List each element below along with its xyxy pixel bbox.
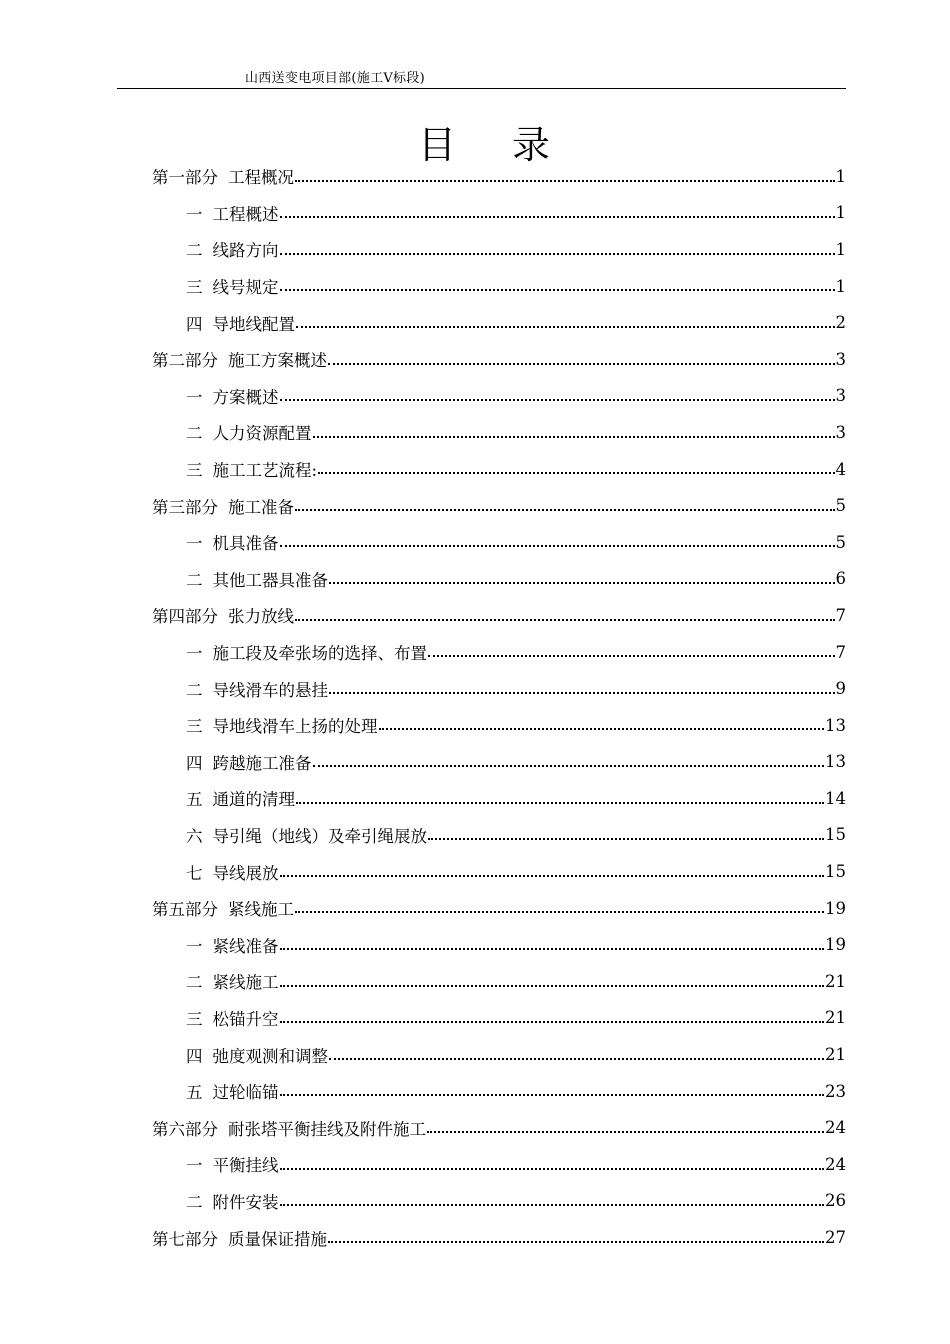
toc-entry-number: 五 (186, 1083, 203, 1103)
toc-entry-label (186, 860, 279, 884)
toc-subsection-entry[interactable] (152, 414, 846, 451)
toc-entry-label (186, 713, 378, 737)
toc-dot-leader (280, 1151, 825, 1170)
toc-entry-label (152, 603, 294, 627)
toc-dot-leader (328, 1224, 824, 1243)
toc-entry-title: 机具准备 (212, 534, 279, 554)
toc-page-number: 21 (825, 1008, 846, 1028)
toc-page-number: 7 (835, 605, 846, 625)
toc-entry-title: 施工工艺流程: (212, 461, 318, 481)
toc-subsection-entry[interactable] (152, 1000, 846, 1037)
toc-entry-label (152, 494, 294, 518)
document-title: 目 录 (417, 123, 573, 167)
toc-dot-leader (280, 858, 825, 877)
toc-entry-number: 第六部分 (152, 1119, 218, 1139)
toc-entry-label (186, 933, 279, 957)
toc-entry-label (186, 1152, 279, 1176)
toc-entry-label (186, 677, 328, 701)
toc-dot-leader (328, 346, 835, 365)
toc-page-number: 15 (825, 862, 846, 882)
toc-entry-title: 人力资源配置 (212, 424, 312, 444)
toc-entry-number: 五 (186, 790, 203, 810)
toc-entry-title: 附件安装 (212, 1192, 279, 1212)
toc-entry-title: 工程概述 (212, 204, 279, 224)
toc-page-number: 3 (835, 386, 846, 406)
toc-subsection-entry[interactable] (152, 378, 846, 415)
toc-entry-number: 第二部分 (152, 351, 218, 371)
toc-entry-number: 一 (186, 534, 203, 554)
toc-entry-title: 张力放线 (228, 607, 294, 627)
toc-entry-title: 导地线滑车上扬的处理 (212, 717, 378, 737)
toc-entry-label (152, 1116, 426, 1140)
toc-page-number: 13 (825, 715, 846, 735)
toc-entry-number: 三 (186, 278, 203, 298)
toc-page-number: 24 (825, 1118, 846, 1138)
toc-entry-number: 二 (186, 241, 203, 261)
toc-entry-label (186, 274, 279, 298)
toc-entry-number: 二 (186, 973, 203, 993)
toc-entry-number: 二 (186, 424, 203, 444)
toc-dot-leader (280, 529, 835, 548)
page-header (117, 64, 846, 89)
toc-entry-number: 一 (186, 1156, 203, 1176)
toc-entry-label (186, 1079, 279, 1103)
table-of-contents (152, 158, 846, 1256)
toc-page-number: 13 (825, 752, 846, 772)
toc-entry-number: 第五部分 (152, 900, 218, 920)
toc-entry-number: 四 (186, 753, 203, 773)
toc-entry-number: 四 (186, 314, 203, 334)
toc-page-number: 6 (835, 569, 846, 589)
toc-entry-title: 导线滑车的悬挂 (212, 680, 328, 700)
toc-dot-leader (280, 932, 825, 951)
toc-dot-leader (318, 456, 834, 475)
toc-entry-title: 导地线配置 (212, 314, 295, 334)
toc-entry-title: 紧线准备 (212, 936, 279, 956)
toc-entry-label (186, 237, 279, 261)
toc-entry-title: 施工准备 (228, 497, 294, 517)
toc-entry-number: 第四部分 (152, 607, 218, 627)
toc-subsection-entry[interactable] (152, 1183, 846, 1220)
toc-dot-leader (329, 566, 835, 585)
toc-entry-title: 弛度观测和调整 (212, 1046, 328, 1066)
toc-entry-label (186, 786, 295, 810)
toc-dot-leader (313, 749, 825, 768)
toc-subsection-entry[interactable] (152, 1036, 846, 1073)
toc-entry-label (186, 530, 279, 554)
toc-entry-number: 一 (186, 936, 203, 956)
toc-dot-leader (329, 675, 835, 694)
toc-entry-title: 导引绳（地线）及牵引绳展放 (212, 826, 427, 846)
toc-subsection-entry[interactable] (152, 963, 846, 1000)
toc-entry-label (152, 896, 294, 920)
toc-entry-label (186, 640, 427, 664)
toc-entry-number: 二 (186, 570, 203, 590)
toc-dot-leader (295, 492, 835, 511)
toc-page-number: 19 (825, 935, 846, 955)
toc-subsection-entry[interactable] (152, 817, 846, 854)
toc-entry-title: 通道的清理 (212, 790, 295, 810)
toc-page-number: 23 (825, 1081, 846, 1101)
toc-entry-label (186, 457, 317, 481)
toc-entry-number: 一 (186, 387, 203, 407)
toc-page-number: 5 (835, 496, 846, 516)
toc-page-number: 26 (825, 1191, 846, 1211)
toc-dot-leader (295, 602, 835, 621)
toc-entry-title: 工程概况 (228, 168, 294, 188)
toc-section-entry[interactable] (152, 158, 846, 195)
toc-page-number: 4 (835, 459, 846, 479)
toc-page-number: 5 (835, 532, 846, 552)
toc-dot-leader (295, 895, 824, 914)
toc-dot-leader (428, 639, 835, 658)
toc-entry-label (186, 420, 312, 444)
toc-page-number: 3 (835, 349, 846, 369)
toc-entry-title: 过轮临锚 (212, 1083, 279, 1103)
toc-section-entry[interactable] (152, 341, 846, 378)
toc-page-number: 1 (835, 239, 846, 259)
toc-dot-leader (280, 273, 835, 292)
toc-entry-title: 线号规定 (212, 278, 279, 298)
toc-dot-leader (379, 712, 825, 731)
toc-entry-label (186, 384, 279, 408)
toc-page-number: 3 (835, 422, 846, 442)
toc-entry-title: 跨越施工准备 (212, 753, 312, 773)
toc-entry-label (186, 1043, 328, 1067)
toc-page-number: 15 (825, 825, 846, 845)
toc-entry-number: 二 (186, 680, 203, 700)
toc-entry-label (152, 164, 294, 188)
toc-subsection-entry[interactable] (152, 231, 846, 268)
toc-page-number: 1 (835, 166, 846, 186)
toc-entry-number: 三 (186, 717, 203, 737)
toc-page-number: 21 (825, 971, 846, 991)
toc-subsection-entry[interactable] (152, 304, 846, 341)
toc-dot-leader (280, 200, 835, 219)
toc-entry-title: 施工段及牵张场的选择、布置 (212, 644, 427, 664)
toc-subsection-entry[interactable] (152, 634, 846, 671)
toc-page-number: 1 (835, 203, 846, 223)
toc-dot-leader (280, 236, 835, 255)
toc-dot-leader (296, 785, 824, 804)
toc-subsection-entry[interactable] (152, 451, 846, 488)
toc-entry-number: 三 (186, 1009, 203, 1029)
toc-dot-leader (428, 822, 824, 841)
toc-page-number: 21 (825, 1045, 846, 1065)
toc-entry-number: 第三部分 (152, 497, 218, 517)
toc-entry-title: 松锚升空 (212, 1009, 279, 1029)
toc-entry-number: 六 (186, 826, 203, 846)
toc-entry-label (186, 969, 279, 993)
toc-entry-title: 质量保证措施 (228, 1229, 327, 1249)
toc-entry-title: 紧线施工 (212, 973, 279, 993)
toc-dot-leader (280, 1188, 825, 1207)
toc-dot-leader (280, 1078, 825, 1097)
toc-entry-label (186, 311, 295, 335)
toc-entry-label (186, 750, 312, 774)
toc-subsection-entry[interactable] (152, 926, 846, 963)
toc-entry-number: 四 (186, 1046, 203, 1066)
toc-page-number: 19 (825, 898, 846, 918)
toc-subsection-entry[interactable] (152, 670, 846, 707)
toc-subsection-entry[interactable] (152, 1146, 846, 1183)
toc-dot-leader (280, 1005, 825, 1024)
toc-dot-leader (280, 968, 825, 987)
toc-subsection-entry[interactable] (152, 853, 846, 890)
toc-subsection-entry[interactable] (152, 780, 846, 817)
toc-entry-number: 三 (186, 461, 203, 481)
toc-entry-title: 紧线施工 (228, 900, 294, 920)
page-header-text: 山西送变电项目部(施工Ⅴ标段) (245, 71, 426, 86)
toc-entry-label (186, 567, 328, 591)
toc-section-entry[interactable] (152, 890, 846, 927)
toc-entry-label (186, 1006, 279, 1030)
toc-page-number: 9 (835, 679, 846, 699)
toc-dot-leader (296, 309, 835, 328)
toc-section-entry[interactable] (152, 597, 846, 634)
toc-section-entry[interactable] (152, 1109, 846, 1146)
toc-section-entry[interactable] (152, 487, 846, 524)
toc-subsection-entry[interactable] (152, 561, 846, 598)
toc-subsection-entry[interactable] (152, 707, 846, 744)
toc-dot-leader (280, 383, 835, 402)
toc-page-number: 2 (835, 313, 846, 333)
toc-entry-number: 一 (186, 644, 203, 664)
toc-entry-title: 导线展放 (212, 863, 279, 883)
toc-page-number: 27 (825, 1228, 846, 1248)
toc-dot-leader (427, 1114, 824, 1133)
toc-page-number: 14 (825, 788, 846, 808)
toc-page-number: 24 (825, 1154, 846, 1174)
toc-entry-number: 第一部分 (152, 168, 218, 188)
toc-entry-title: 方案概述 (212, 387, 279, 407)
toc-subsection-entry[interactable] (152, 268, 846, 305)
toc-entry-title: 其他工器具准备 (212, 570, 328, 590)
toc-entry-title: 平衡挂线 (212, 1156, 279, 1176)
toc-subsection-entry[interactable] (152, 1073, 846, 1110)
toc-subsection-entry[interactable] (152, 524, 846, 561)
toc-entry-number: 一 (186, 204, 203, 224)
toc-dot-leader (313, 419, 835, 438)
toc-entry-number: 七 (186, 863, 203, 883)
toc-entry-number: 第七部分 (152, 1229, 218, 1249)
toc-entry-title: 耐张塔平衡挂线及附件施工 (228, 1119, 426, 1139)
toc-page-number: 1 (835, 276, 846, 296)
toc-entry-title: 施工方案概述 (228, 351, 327, 371)
toc-subsection-entry[interactable] (152, 744, 846, 781)
toc-dot-leader (295, 163, 835, 182)
toc-entry-label (152, 1226, 327, 1250)
toc-section-entry[interactable] (152, 1219, 846, 1256)
toc-entry-number: 二 (186, 1192, 203, 1212)
toc-entry-label (186, 1189, 279, 1213)
toc-entry-label (152, 347, 327, 371)
toc-dot-leader (329, 1041, 824, 1060)
toc-page-number: 7 (835, 642, 846, 662)
toc-subsection-entry[interactable] (152, 195, 846, 232)
toc-entry-label (186, 823, 427, 847)
toc-entry-title: 线路方向 (212, 241, 279, 261)
toc-entry-label (186, 201, 279, 225)
